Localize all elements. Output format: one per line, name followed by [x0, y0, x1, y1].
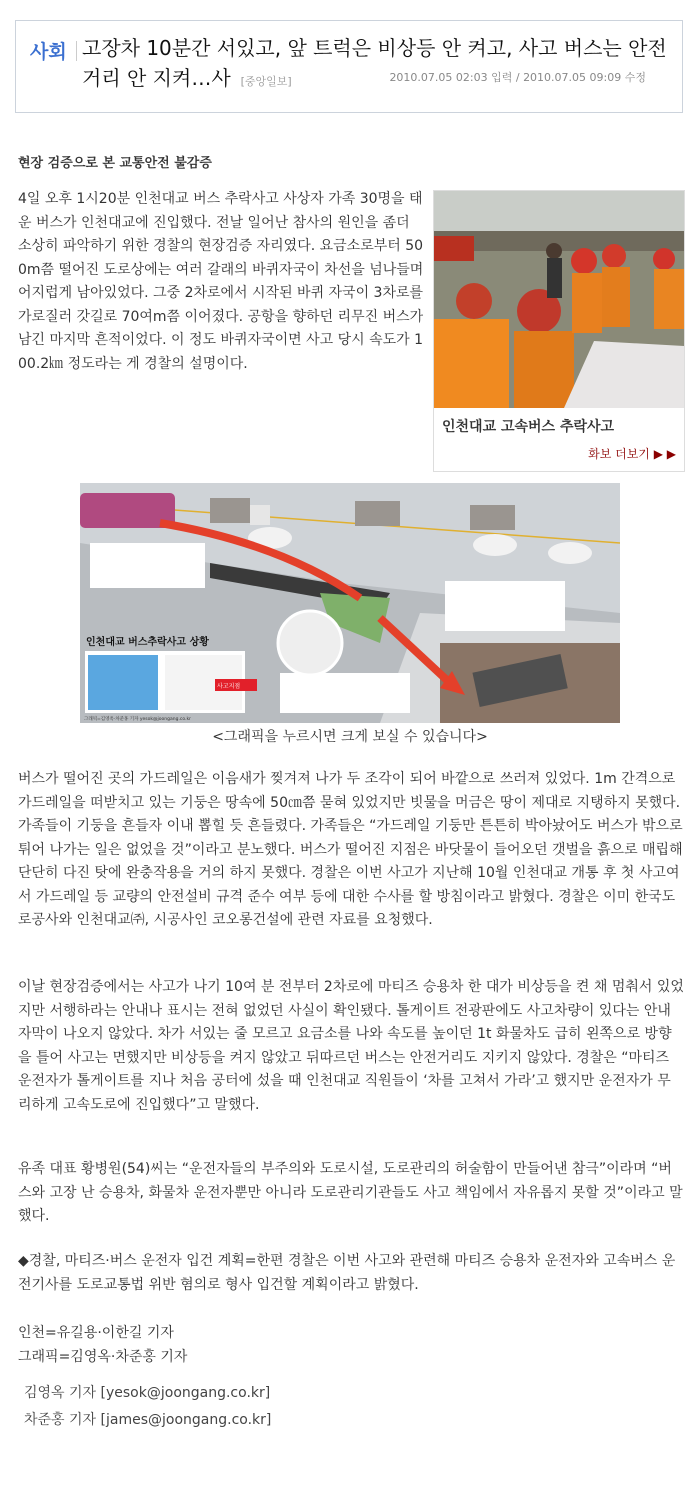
paragraph-3: 이날 현장검증에서는 사고가 나기 10여 분 전부터 2차로에 마티즈 승용차 한 대가 비상등을 켠 채 멈춰서 있었지만 서행하라는 안내나 표시는 전혀 없었던 사실이 확인됐다. 톨게이트 전광판에도 사고차량이 있다는 안내자막이 나오지 않았다. 차가 서있는 줄 모르고 요금소를 나와 속도를 높이던 1t 화물차도 급히 왼쪽으로 방향을 틀어 사고는 면했지만 비상등을 켜지 않았고 뒤따르던 버스는 안전거리도 지키지 않았다. 경찰은 “마티즈 운전자가 톨게이트를 지나 처음 공터에 섰을 때 인천대교 직원들이 ‘차를 고쳐서 가라’고 했지만 운전자가 무리하게 고속도로에 진입했다”고 말했다. — [18, 979, 684, 1113]
divider — [76, 41, 77, 61]
paragraph-4: 유족 대표 황병원(54)씨는 “운전자들의 부주의와 도로시설, 도로관리의 허술함이 만들어낸 참극”이라며 “버스와 고장 난 승용차, 화물차 운전자뿐만 아니라 도로관리기관들도 사고 책임에서 자유롭지 못할 것”이라고 말했다. — [18, 1161, 683, 1224]
credit-line: 인천=유길용·이한길 기자 — [18, 1325, 174, 1341]
accident-photo[interactable] — [434, 191, 684, 408]
category-label[interactable]: 사회 — [30, 41, 67, 63]
reporter-name: 김영옥 기자 — [24, 1385, 97, 1401]
reporter-email-link[interactable]: [yesok@joongang.co.kr] — [100, 1385, 271, 1401]
source-label: [중앙일보] — [240, 75, 292, 88]
paragraph-2: 버스가 떨어진 곳의 가드레일은 이음새가 찢겨져 나가 두 조각이 되어 바깥으로 쓰러져 있었다. 1m 간격으로 가드레일을 떠받치고 있는 기둥은 땅속에 50㎝쯤 묻혀 있었지만 빗물을 머금은 땅이 제대로 지탱하지 못했다. 가족들이 기둥을 흔들자 이내 뽑힐 듯 흔들렸다. 가족들은 “가드레일 기둥만 튼튼히 박아놨어도 버스가 밖으로 튀어 나가는 일은 없었을 것”이라고 분노했다. 버스가 떨어진 지점은 바닷물이 들어오던 갯벌을 흙으로 매립해 단단히 다진 탓에 완충작용을 거의 하지 못했다. 경찰은 이번 사고가 지난해 10월 인천대교 개통 후 첫 사고여서 가드레일 등 교량의 안전설비 규격 준수 여부 등에 대한 수사를 할 방침이라고 밝혔다. 경찰은 이미 한국도로공사와 인천대교㈜, 시공사인 코오롱건설에 관련 자료를 요청했다. — [18, 771, 683, 928]
article-dates: 2010.07.05 02:03 입력 / 2010.07.05 09:09 수정 — [389, 71, 646, 84]
reporter-name: 차준홍 기자 — [24, 1412, 97, 1428]
reporter-line — [24, 1407, 271, 1434]
graphic-caption[interactable]: <그래픽을 누르시면 크게 보실 수 있습니다> — [212, 729, 488, 745]
graphic-title: 인천대교 버스추락사고 상황 — [86, 637, 209, 648]
article-header — [15, 20, 683, 113]
more-gallery-link[interactable]: 화보 더보기 ▶ ▶ — [588, 447, 676, 461]
accident-infographic[interactable] — [80, 483, 620, 723]
paragraph-5: ◆경찰, 마티즈·버스 운전자 입건 계획=한편 경찰은 이번 사고와 관련해 마티즈 승용차 운전자와 고속버스 운전기사를 도로교통법 위반 혐의로 형사 입건할 계획이라고 밝혔다. — [18, 1253, 676, 1293]
graphic-credit: 그래픽=김영옥·차준홍 기자 yesok@joongang.co.kr — [84, 717, 191, 722]
credit-line: 그래픽=김영옥·차준홍 기자 — [18, 1349, 188, 1365]
article-title — [82, 33, 672, 97]
reporter-line — [24, 1380, 270, 1407]
photo-box — [433, 190, 685, 472]
paragraph-1: 4일 오후 1시20분 인천대교 버스 추락사고 사상자 가족 30명을 태운 버스가 인천대교에 진입했다. 전날 일어난 참사의 원인을 좀더 소상히 파악하기 위한 경찰의 현장검증 자리였다. 요금소로부터 500m쯤 떨어진 도로상에는 여러 갈래의 바퀴자국이 차선을 넘나들며 어지럽게 남아있었다. 그중 2차로에서 시작된 바퀴 자국이 3차로를 가로질러 갓길로 70여m쯤 이어졌다. 공항을 향하던 리무진 버스가 남긴 마지막 흔적이었다. 이 정도 바퀴자국이면 사고 당시 속도가 100.2㎞ 정도라는 게 경찰의 설명이다. — [18, 191, 424, 372]
accident-point-label: 사고지점 — [217, 683, 241, 690]
reporter-email-link[interactable]: [james@joongang.co.kr] — [100, 1412, 272, 1428]
title-text: 고장차 10분간 서있고, 앞 트럭은 비상등 안 켜고, 사고 버스는 안전거리 안 지켜…사 — [82, 36, 667, 90]
photo-caption: 인천대교 고속버스 추락사고 — [442, 419, 615, 435]
subheading: 현장 검증으로 본 교통안전 불감증 — [18, 156, 212, 171]
